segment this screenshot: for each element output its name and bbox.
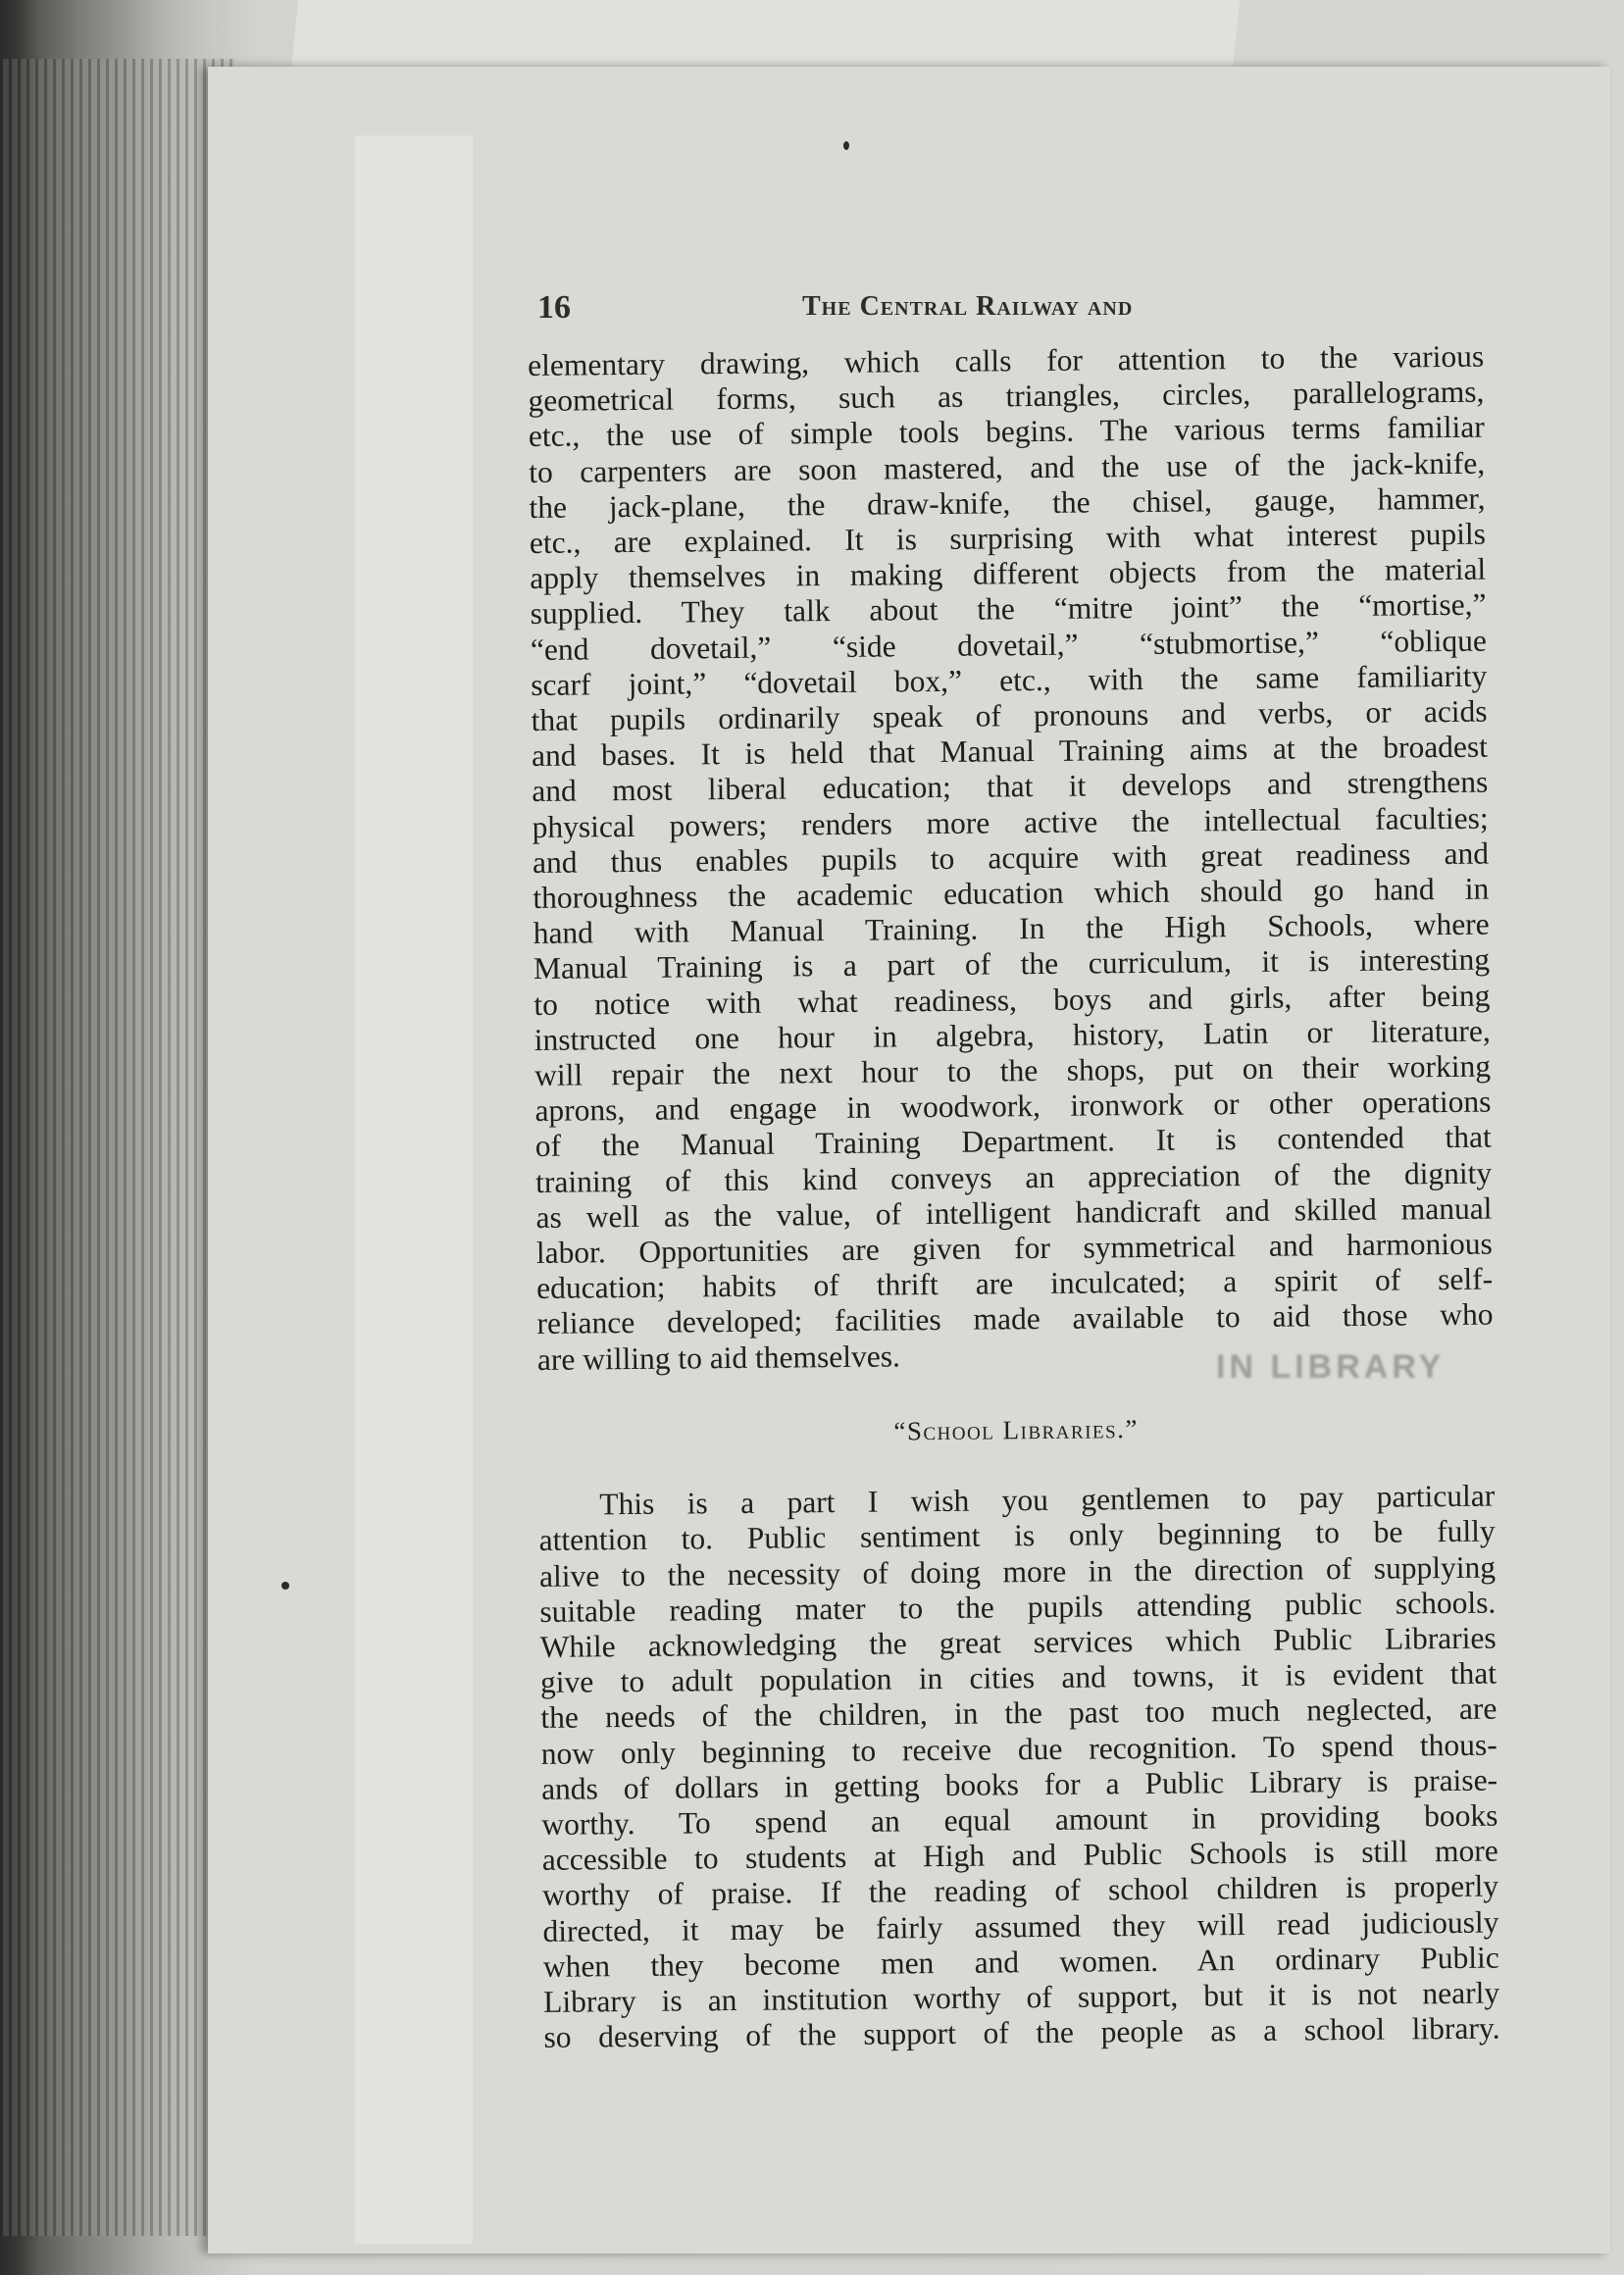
text-line: worthy of praise. If the reading of school children is properly [541,1868,1499,1913]
text-line: thoroughness the academic education which should go hand in [533,871,1490,916]
text-line: directed, it may be fairly assumed they will read judiciously [542,1904,1499,1948]
text-line: when they become men and women. An ordinary Public [542,1940,1499,1984]
paragraph-school-libraries [538,1479,1500,2056]
text-line: to carpenters are soon mastered, and the use of the jack-knife, [529,445,1486,489]
text-line: apply themselves in making different objects from the material [530,551,1487,596]
text-line: ands of dollars in getting books for a Public Library is praise- [540,1762,1498,1806]
text-line: and bases. It is held that Manual Training aims at the broadest [531,729,1489,774]
page-header [537,289,1224,327]
text-line: Library is an institution worthy of support, but it is not nearly [543,1975,1500,2019]
text-line: “end dovetail,” “side dovetail,” “stubmortise,” “oblique [530,623,1488,667]
text-line: now only beginning to receive due recognition. To spend thous- [540,1727,1497,1771]
text-line: give to adult population in cities and towns, it is evident that [539,1655,1497,1700]
text-line: labor. Opportunities are given for symmetrical and harmonious [535,1226,1493,1271]
page-stack-edges [0,59,235,2236]
text-line: training of this kind conveys an appreciation of the dignity [534,1155,1493,1199]
text-line: of the Manual Training Department. It is contended that [534,1120,1492,1164]
text-line: aprons, and engage in woodwork, ironwork or other operations [534,1084,1492,1129]
text-line: etc., the use of simple tools begins. The various terms familiar [528,410,1485,454]
running-head: The Central Railway and [802,291,1134,322]
text-line: reliance developed; facilities made available to aid those who [536,1297,1494,1341]
text-line: the needs of the children, in the past too much neglected, are [540,1691,1497,1736]
text-line: instructed one hour in algebra, history, Latin or literature, [533,1013,1491,1057]
text-line: physical powers; renders more active the intellectual faculties; [532,800,1489,844]
text-line: supplied. They talk about the “mitre joint” the “mortise,” [530,587,1487,632]
text-line: geometrical forms, such as triangles, circles, parallelograms, [528,374,1485,419]
text-line: that pupils ordinarily speak of pronouns and verbs, or acids [531,693,1488,738]
text-line: hand with Manual Training. In the High Schools, where [533,906,1490,951]
text-line: Manual Training is a part of the curriculum, it is interesting [533,942,1491,986]
inner-leaf-edge [355,135,473,2244]
text-line: the jack-plane, the draw-knife, the chisel, gauge, hammer, [529,480,1486,525]
text-line: scarf joint,” “dovetail box,” etc., with the same familiarity [531,658,1488,702]
text-line: suitable reading mater to the pupils attending public schools. [539,1585,1497,1629]
text-line: to notice with what readiness, boys and girls, after being [533,978,1491,1022]
text-line: as well as the value, of intelligent handicraft and skilled manual [535,1190,1493,1235]
text-line: accessible to students at High and Public Schools is still more [541,1833,1498,1878]
text-line: worthy. To spend an equal amount in providing books [541,1797,1498,1842]
text-line: will repair the next hour to the shops, put on their working [533,1048,1492,1093]
text-line: attention to. Public sentiment is only beginning to be fully [538,1513,1496,1558]
page-number: 16 [537,289,571,326]
page-body [528,339,1500,2056]
text-line: education; habits of thrift are inculcated; a spirit of self- [536,1261,1494,1306]
text-line: are willing to aid themselves. [536,1339,901,1377]
text-line: and most liberal education; that it develops and strengthens [532,765,1489,809]
ink-speck [843,141,849,150]
text-line: alive to the necessity of doing more in the direction of supplying [538,1549,1497,1593]
library-stamp: IN LIBRARY [1216,1348,1446,1386]
text-line: etc., are explained. It is surprising with what interest pupils [529,516,1487,561]
section-heading: “School Libraries.” [893,1413,1140,1446]
text-line: While acknowledging the great services which Public Libraries [539,1620,1497,1664]
ink-speck [281,1582,289,1590]
text-line: and thus enables pupils to acquire with great readiness and [532,835,1490,880]
text-line: so deserving of the support of the people as a school library. [543,2010,1500,2055]
text-line: This is a part I wish you gentlemen to pay particular [599,1478,1496,1522]
text-line: elementary drawing, which calls for attention to the various [528,338,1485,382]
paragraph-manual-training [528,339,1494,1378]
